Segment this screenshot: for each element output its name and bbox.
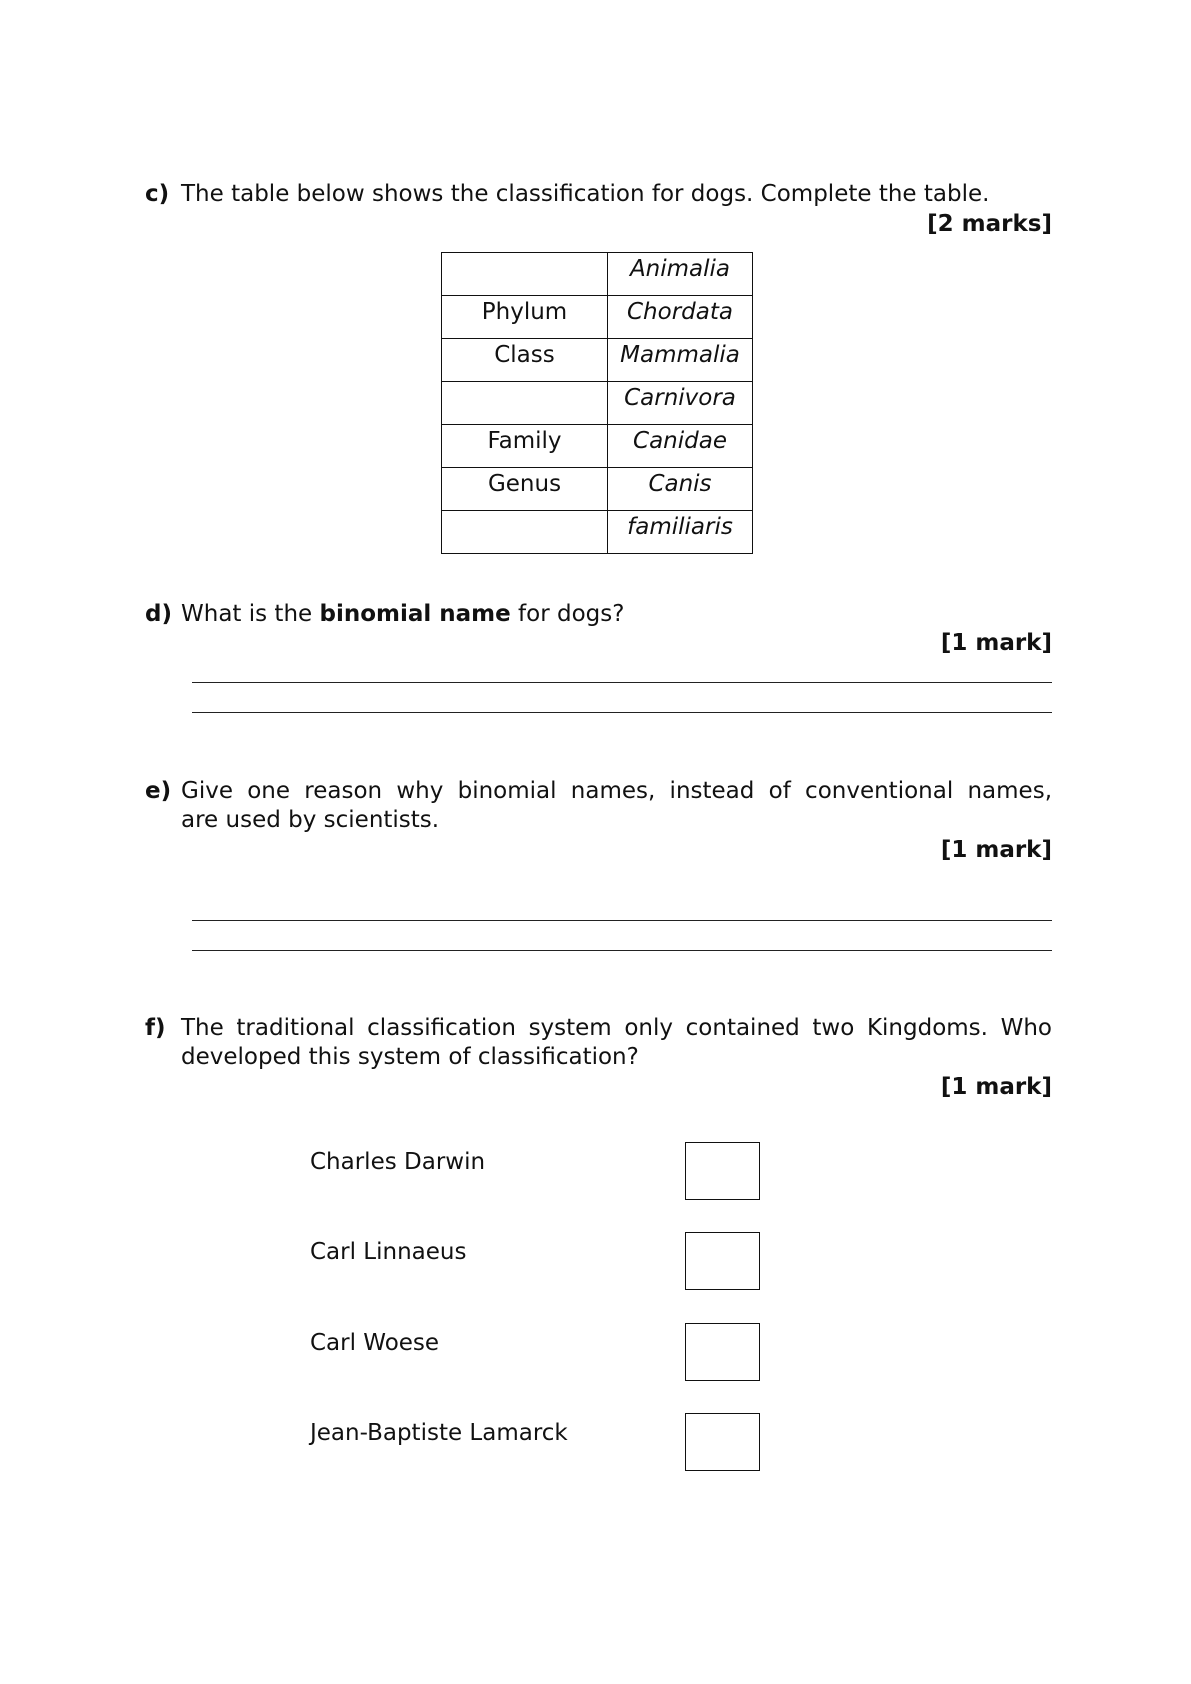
answer-line-e-1[interactable] [192, 920, 1052, 921]
option-label-charles-darwin: Charles Darwin [310, 1149, 486, 1175]
taxon-cell: familiaris [608, 511, 753, 554]
question-e-marks: [1 mark] [940, 837, 1052, 863]
question-d-letter: d) [145, 601, 172, 627]
rank-cell-species-blank[interactable] [442, 511, 608, 554]
table-row [442, 468, 753, 511]
table-row [442, 511, 753, 554]
table-row [442, 296, 753, 339]
rank-cell-order-blank[interactable] [442, 382, 608, 425]
option-label-carl-woese: Carl Woese [310, 1330, 440, 1356]
table-row [442, 339, 753, 382]
rank-cell: Genus [442, 468, 608, 511]
checkbox-charles-darwin[interactable] [685, 1142, 760, 1200]
classification-table [441, 252, 753, 554]
question-f-line1: The traditional classification system only contained two Kingdoms. Who [181, 1015, 1052, 1041]
rank-cell: Phylum [442, 296, 608, 339]
question-d-text-bold: binomial name [319, 601, 511, 627]
question-e-line1: Give one reason why binomial names, instead of conventional names, [181, 778, 1052, 804]
question-d-text [181, 599, 624, 629]
taxon-cell: Canidae [608, 425, 753, 468]
option-label-jean-baptiste-lamarck: Jean-Baptiste Lamarck [310, 1420, 568, 1446]
question-d-text-after: for dogs? [510, 601, 625, 627]
answer-line-d-2[interactable] [192, 712, 1052, 713]
answer-line-e-2[interactable] [192, 950, 1052, 951]
taxon-cell: Mammalia [608, 339, 753, 382]
question-e-line2: are used by scientists. [181, 807, 440, 833]
checkbox-carl-woese[interactable] [685, 1323, 760, 1381]
rank-cell: Family [442, 425, 608, 468]
taxon-cell: Chordata [608, 296, 753, 339]
answer-line-d-1[interactable] [192, 682, 1052, 683]
question-f-marks: [1 mark] [940, 1074, 1052, 1100]
question-f-letter: f) [145, 1015, 166, 1041]
question-d-text-before: What is the [181, 601, 320, 627]
taxon-cell: Carnivora [608, 382, 753, 425]
checkbox-carl-linnaeus[interactable] [685, 1232, 760, 1290]
question-c-letter: c) [145, 181, 170, 207]
question-e-letter: e) [145, 778, 172, 804]
table-row [442, 382, 753, 425]
taxon-cell: Canis [608, 468, 753, 511]
question-f-line2: developed this system of classification? [181, 1044, 639, 1070]
taxon-cell: Animalia [608, 253, 753, 296]
rank-cell: Class [442, 339, 608, 382]
rank-cell-kingdom-blank[interactable] [442, 253, 608, 296]
question-c-text: The table below shows the classification for dogs. Complete the table. [181, 181, 990, 207]
table-row [442, 425, 753, 468]
checkbox-jean-baptiste-lamarck[interactable] [685, 1413, 760, 1471]
table-row [442, 253, 753, 296]
question-d-marks: [1 mark] [940, 630, 1052, 656]
question-c-marks: [2 marks] [927, 211, 1052, 237]
option-label-carl-linnaeus: Carl Linnaeus [310, 1239, 467, 1265]
